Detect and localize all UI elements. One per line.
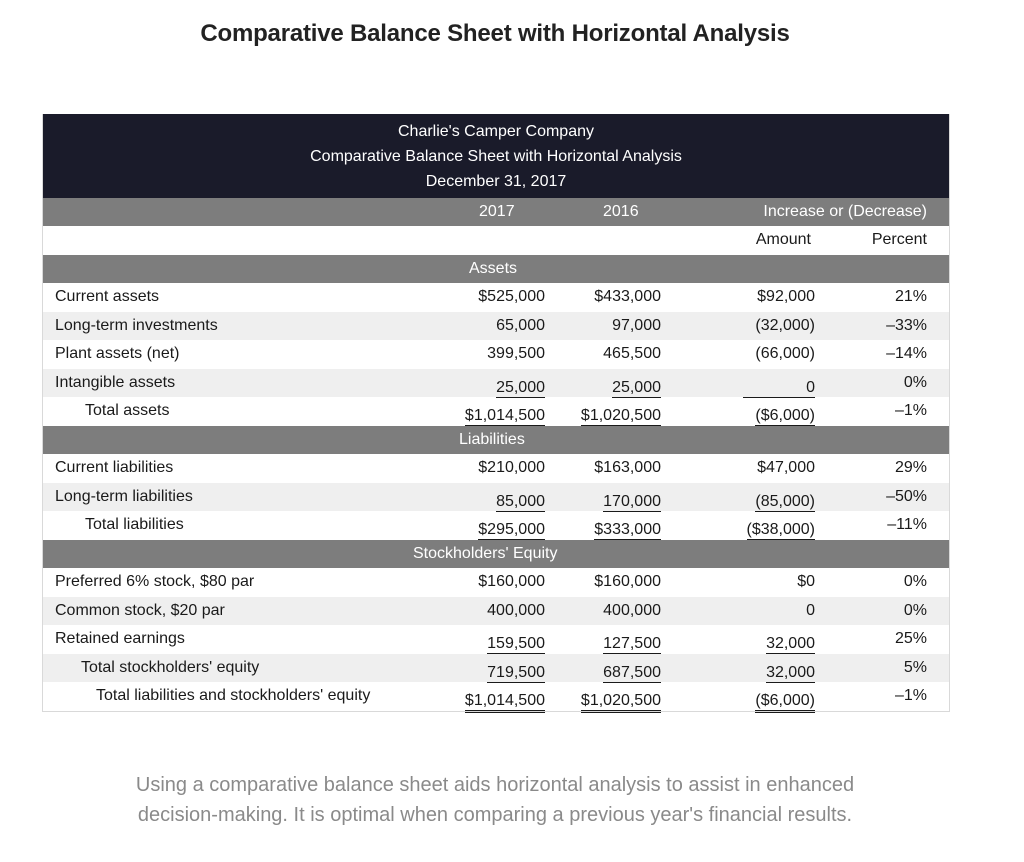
row-label: Plant assets (net) xyxy=(55,345,180,362)
value-2017: $295,000 xyxy=(478,521,545,542)
column-change: Increase or (Decrease) xyxy=(763,203,927,220)
change-percent: –11% xyxy=(887,516,927,533)
value-2017: 399,500 xyxy=(487,345,545,362)
row-label: Long-term liabilities xyxy=(55,487,193,505)
page-title: Comparative Balance Sheet with Horizontal Analysis xyxy=(200,20,790,47)
table-row xyxy=(43,340,949,369)
table-row xyxy=(43,625,949,654)
change-amount: ($6,000) xyxy=(755,407,815,428)
value-2017: 65,000 xyxy=(496,316,545,334)
change-amount: $92,000 xyxy=(757,288,815,305)
change-amount: ($6,000) xyxy=(755,692,815,713)
change-percent: 5% xyxy=(903,658,927,676)
row-label: Total liabilities and stockholders' equity xyxy=(96,687,371,704)
change-amount: 0 xyxy=(743,379,815,398)
table-row xyxy=(43,511,949,540)
table-row xyxy=(43,283,949,312)
value-2016: 400,000 xyxy=(603,601,661,619)
value-2017: 25,000 xyxy=(496,378,545,396)
balance-sheet-table xyxy=(42,114,950,712)
column-header-row xyxy=(43,198,949,226)
value-2016: $163,000 xyxy=(594,459,661,476)
value-2017: $160,000 xyxy=(478,573,545,590)
value-2016: 170,000 xyxy=(603,492,661,510)
table-row xyxy=(43,597,949,626)
statement-title: Comparative Balance Sheet with Horizontal Analysis xyxy=(310,147,682,165)
table-row xyxy=(43,369,949,398)
value-2016: $1,020,500 xyxy=(581,407,661,428)
row-label: Current liabilities xyxy=(55,459,174,476)
value-2017: $1,014,500 xyxy=(465,407,545,428)
value-2016: 127,500 xyxy=(603,635,661,652)
subheader-row xyxy=(43,226,949,255)
value-2017: 400,000 xyxy=(487,601,545,619)
value-2016: $433,000 xyxy=(594,288,661,305)
row-label: Current assets xyxy=(55,288,160,305)
row-label: Intangible assets xyxy=(55,373,176,391)
value-2016: 97,000 xyxy=(612,316,661,334)
change-amount: ($38,000) xyxy=(747,521,816,542)
value-2016: $333,000 xyxy=(594,521,661,542)
table-row xyxy=(43,483,949,512)
column-amount: Amount xyxy=(755,231,811,248)
value-2016: 25,000 xyxy=(612,378,661,396)
value-2017: $525,000 xyxy=(478,288,545,305)
column-2017: 2017 xyxy=(479,203,515,220)
value-2016: 687,500 xyxy=(603,663,661,681)
row-label: Total liabilities xyxy=(85,516,184,533)
table-header xyxy=(43,114,949,198)
value-2017: 719,500 xyxy=(487,663,545,681)
change-percent: 0% xyxy=(903,373,927,391)
table-row xyxy=(43,568,949,597)
value-2016: $1,020,500 xyxy=(581,692,661,713)
change-percent: –50% xyxy=(886,487,927,505)
row-label: Retained earnings xyxy=(55,630,185,647)
table-row xyxy=(43,312,949,341)
company-name: Charlie's Camper Company xyxy=(397,122,594,140)
change-percent: 0% xyxy=(903,573,927,590)
value-2017: $1,014,500 xyxy=(465,692,545,713)
change-amount: 0 xyxy=(806,601,815,619)
section-assets xyxy=(43,255,949,284)
table-row xyxy=(43,397,949,426)
value-2017: 85,000 xyxy=(496,492,545,510)
table-row xyxy=(43,654,949,683)
change-amount: (85,000) xyxy=(755,492,815,510)
row-label: Total assets xyxy=(85,402,170,419)
section-title: Assets xyxy=(469,259,518,277)
change-percent: –14% xyxy=(886,345,927,362)
column-2016: 2016 xyxy=(603,203,639,220)
row-label: Preferred 6% stock, $80 par xyxy=(55,573,255,590)
change-amount: (32,000) xyxy=(755,316,815,334)
value-2017: $210,000 xyxy=(478,459,545,476)
change-amount: $47,000 xyxy=(757,459,815,476)
row-label: Total stockholders' equity xyxy=(81,658,260,676)
table-row xyxy=(43,454,949,483)
value-2016: 465,500 xyxy=(603,345,661,362)
section-title: Stockholders' Equity xyxy=(413,544,558,562)
change-amount: (66,000) xyxy=(755,345,815,362)
section-equity xyxy=(43,540,949,569)
change-percent: –1% xyxy=(894,402,927,419)
value-2017: 159,500 xyxy=(487,635,545,652)
table-row xyxy=(43,682,949,711)
change-percent: 25% xyxy=(894,630,927,647)
change-amount: 32,000 xyxy=(766,663,815,681)
change-percent: –1% xyxy=(894,687,927,704)
figure-caption xyxy=(0,770,990,830)
caption-line-1: Using a comparative balance sheet aids horizontal analysis to assist in enhanced xyxy=(135,774,855,796)
change-amount: $0 xyxy=(797,573,815,590)
row-label: Long-term investments xyxy=(55,316,218,334)
change-percent: 21% xyxy=(894,288,927,305)
value-2016: $160,000 xyxy=(594,573,661,590)
column-percent: Percent xyxy=(871,231,927,248)
statement-date: December 31, 2017 xyxy=(425,172,567,190)
change-amount: 32,000 xyxy=(766,635,815,652)
change-percent: 29% xyxy=(894,459,927,476)
section-title: Liabilities xyxy=(459,430,525,448)
row-label: Common stock, $20 par xyxy=(55,601,225,619)
section-liabilities xyxy=(43,426,949,455)
change-percent: –33% xyxy=(886,316,927,334)
caption-line-2: decision-making. It is optimal when comparing a previous year's financial results. xyxy=(137,804,853,826)
change-percent: 0% xyxy=(903,601,927,619)
